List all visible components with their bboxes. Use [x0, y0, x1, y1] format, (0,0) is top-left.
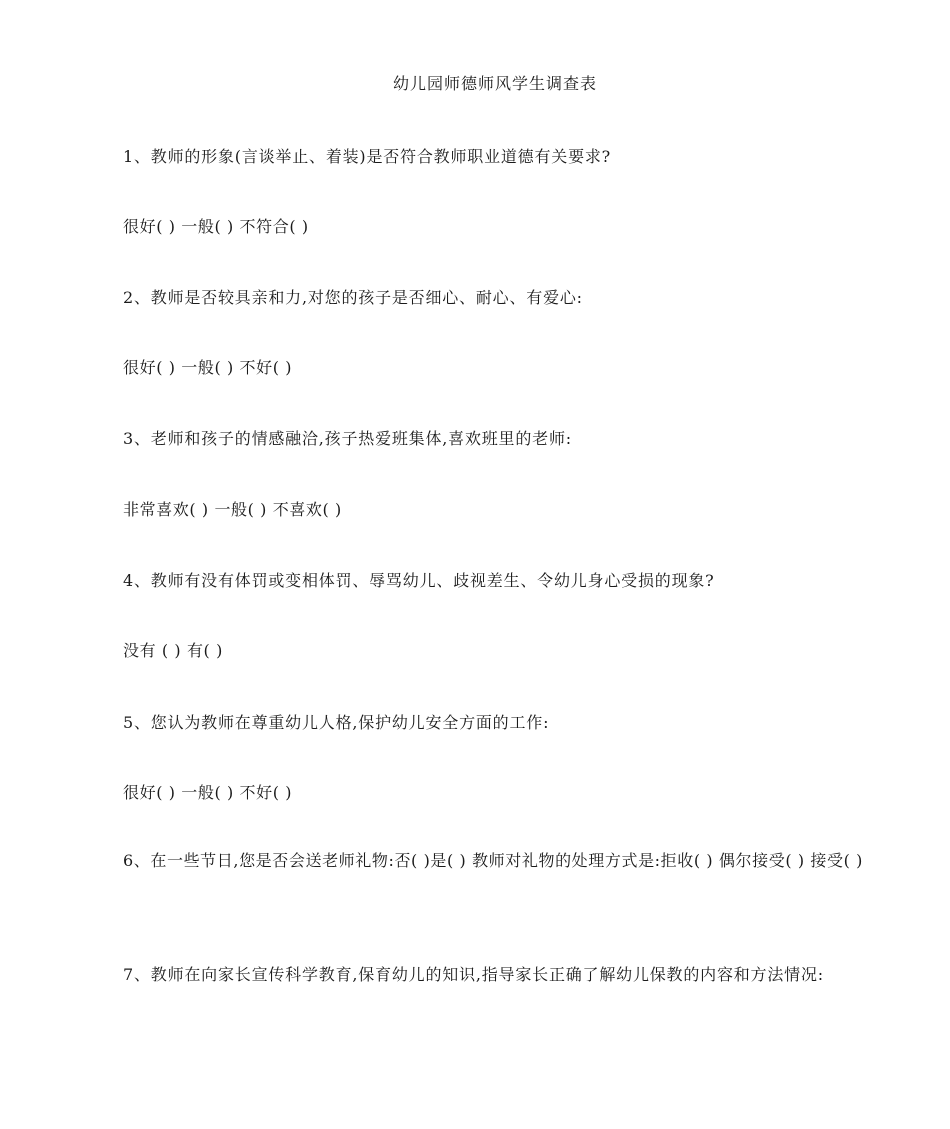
question-3: 3、老师和孩子的情感融洽,孩子热爱班集体,喜欢班里的老师: — [123, 429, 572, 448]
question-3-options: 非常喜欢( ) 一般( ) 不喜欢( ) — [123, 500, 342, 519]
question-5: 5、您认为教师在尊重幼儿人格,保护幼儿安全方面的工作: — [123, 713, 550, 732]
question-2-options: 很好( ) 一般( ) 不好( ) — [123, 358, 293, 377]
question-4: 4、教师有没有体罚或变相体罚、辱骂幼儿、歧视差生、令幼儿身心受损的现象? — [123, 571, 715, 590]
question-6: 6、在一些节日,您是否会送老师礼物:否( )是( ) 教师对礼物的处理方式是:拒收( ) 偶尔接受( ) 接受( ) — [123, 851, 863, 870]
question-4-options: 没有 ( ) 有( ) — [123, 641, 223, 660]
question-2: 2、教师是否较具亲和力,对您的孩子是否细心、耐心、有爱心: — [123, 288, 583, 307]
question-7: 7、教师在向家长宣传科学教育,保育幼儿的知识,指导家长正确了解幼儿保教的内容和方法情况: — [123, 965, 824, 984]
question-5-options: 很好( ) 一般( ) 不好( ) — [123, 783, 293, 802]
question-1: 1、教师的形象(言谈举止、着装)是否符合教师职业道德有关要求? — [123, 147, 612, 166]
question-1-options: 很好( ) 一般( ) 不符合( ) — [123, 217, 309, 236]
document-title: 幼儿园师德师风学生调查表 — [392, 74, 597, 93]
